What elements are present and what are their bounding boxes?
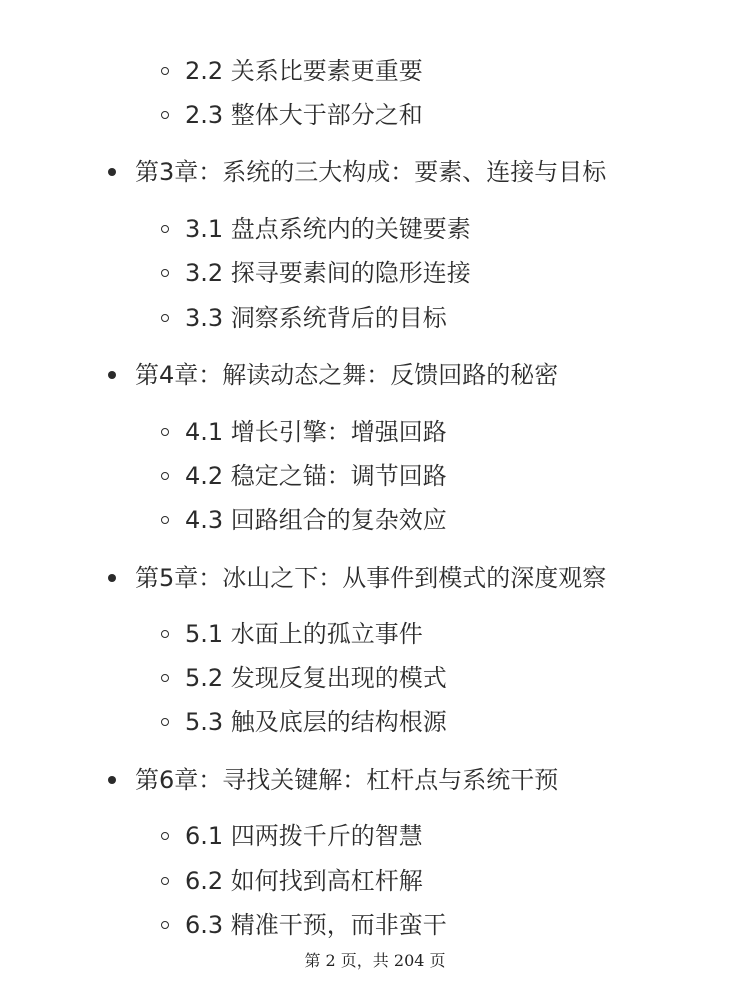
outline-item-text: 4.1 增长引擎：增强回路 (185, 418, 447, 446)
outline-section-3-1 (161, 214, 471, 244)
outline-chapter-3 (108, 157, 606, 187)
outline-section-5-2 (161, 663, 447, 693)
outline-item-text: 第3章：系统的三大构成：要素、连接与目标 (135, 158, 607, 186)
outline-item-text: 3.2 探寻要素间的隐形连接 (185, 259, 471, 287)
hollow-bullet-icon (161, 877, 169, 885)
outline-section-3-2 (161, 258, 471, 288)
outline-section-6-2 (161, 866, 423, 896)
filled-bullet-icon (108, 776, 116, 784)
outline-item-text: 4.2 稳定之锚：调节回路 (185, 462, 447, 490)
hollow-bullet-icon (161, 674, 169, 682)
hollow-bullet-icon (161, 314, 169, 322)
outline-section-2-3 (161, 100, 423, 130)
outline-section-6-3 (161, 910, 447, 940)
outline-item-text: 6.1 四两拨千斤的智慧 (185, 822, 423, 850)
outline-item-text: 6.3 精准干预，而非蛮干 (185, 911, 447, 939)
hollow-bullet-icon (161, 472, 169, 480)
hollow-bullet-icon (161, 225, 169, 233)
outline-item-text: 4.3 回路组合的复杂效应 (185, 506, 447, 534)
hollow-bullet-icon (161, 630, 169, 638)
outline-section-2-2 (161, 56, 423, 86)
hollow-bullet-icon (161, 111, 169, 119)
outline-item-text: 5.1 水面上的孤立事件 (185, 620, 423, 648)
filled-bullet-icon (108, 371, 116, 379)
hollow-bullet-icon (161, 718, 169, 726)
hollow-bullet-icon (161, 67, 169, 75)
outline-item-text: 2.2 关系比要素更重要 (185, 57, 423, 85)
outline-item-text: 2.3 整体大于部分之和 (185, 101, 423, 129)
outline-section-3-3 (161, 303, 447, 333)
outline-chapter-4 (108, 360, 558, 390)
filled-bullet-icon (108, 168, 116, 176)
outline-section-6-1 (161, 821, 423, 851)
outline-item-text: 5.2 发现反复出现的模式 (185, 664, 447, 692)
outline-item-text: 6.2 如何找到高杠杆解 (185, 867, 423, 895)
hollow-bullet-icon (161, 516, 169, 524)
hollow-bullet-icon (161, 832, 169, 840)
outline-item-text: 3.3 洞察系统背后的目标 (185, 304, 447, 332)
hollow-bullet-icon (161, 921, 169, 929)
outline-section-5-3 (161, 707, 447, 737)
outline-item-text: 第5章：冰山之下：从事件到模式的深度观察 (135, 564, 607, 592)
outline-section-4-1 (161, 417, 447, 447)
filled-bullet-icon (108, 574, 116, 582)
outline-chapter-6 (108, 765, 558, 795)
outline-item-text: 第4章：解读动态之舞：反馈回路的秘密 (135, 361, 559, 389)
outline-section-5-1 (161, 619, 423, 649)
outline-section-4-3 (161, 505, 447, 535)
page-number-footer: 第 2 页，共 204 页 (304, 951, 446, 970)
hollow-bullet-icon (161, 428, 169, 436)
outline-item-text: 5.3 触及底层的结构根源 (185, 708, 447, 736)
outline-section-4-2 (161, 461, 447, 491)
outline-item-text: 第6章：寻找关键解：杠杆点与系统干预 (135, 766, 559, 794)
outline-chapter-5 (108, 563, 606, 593)
outline-item-text: 3.1 盘点系统内的关键要素 (185, 215, 471, 243)
hollow-bullet-icon (161, 269, 169, 277)
